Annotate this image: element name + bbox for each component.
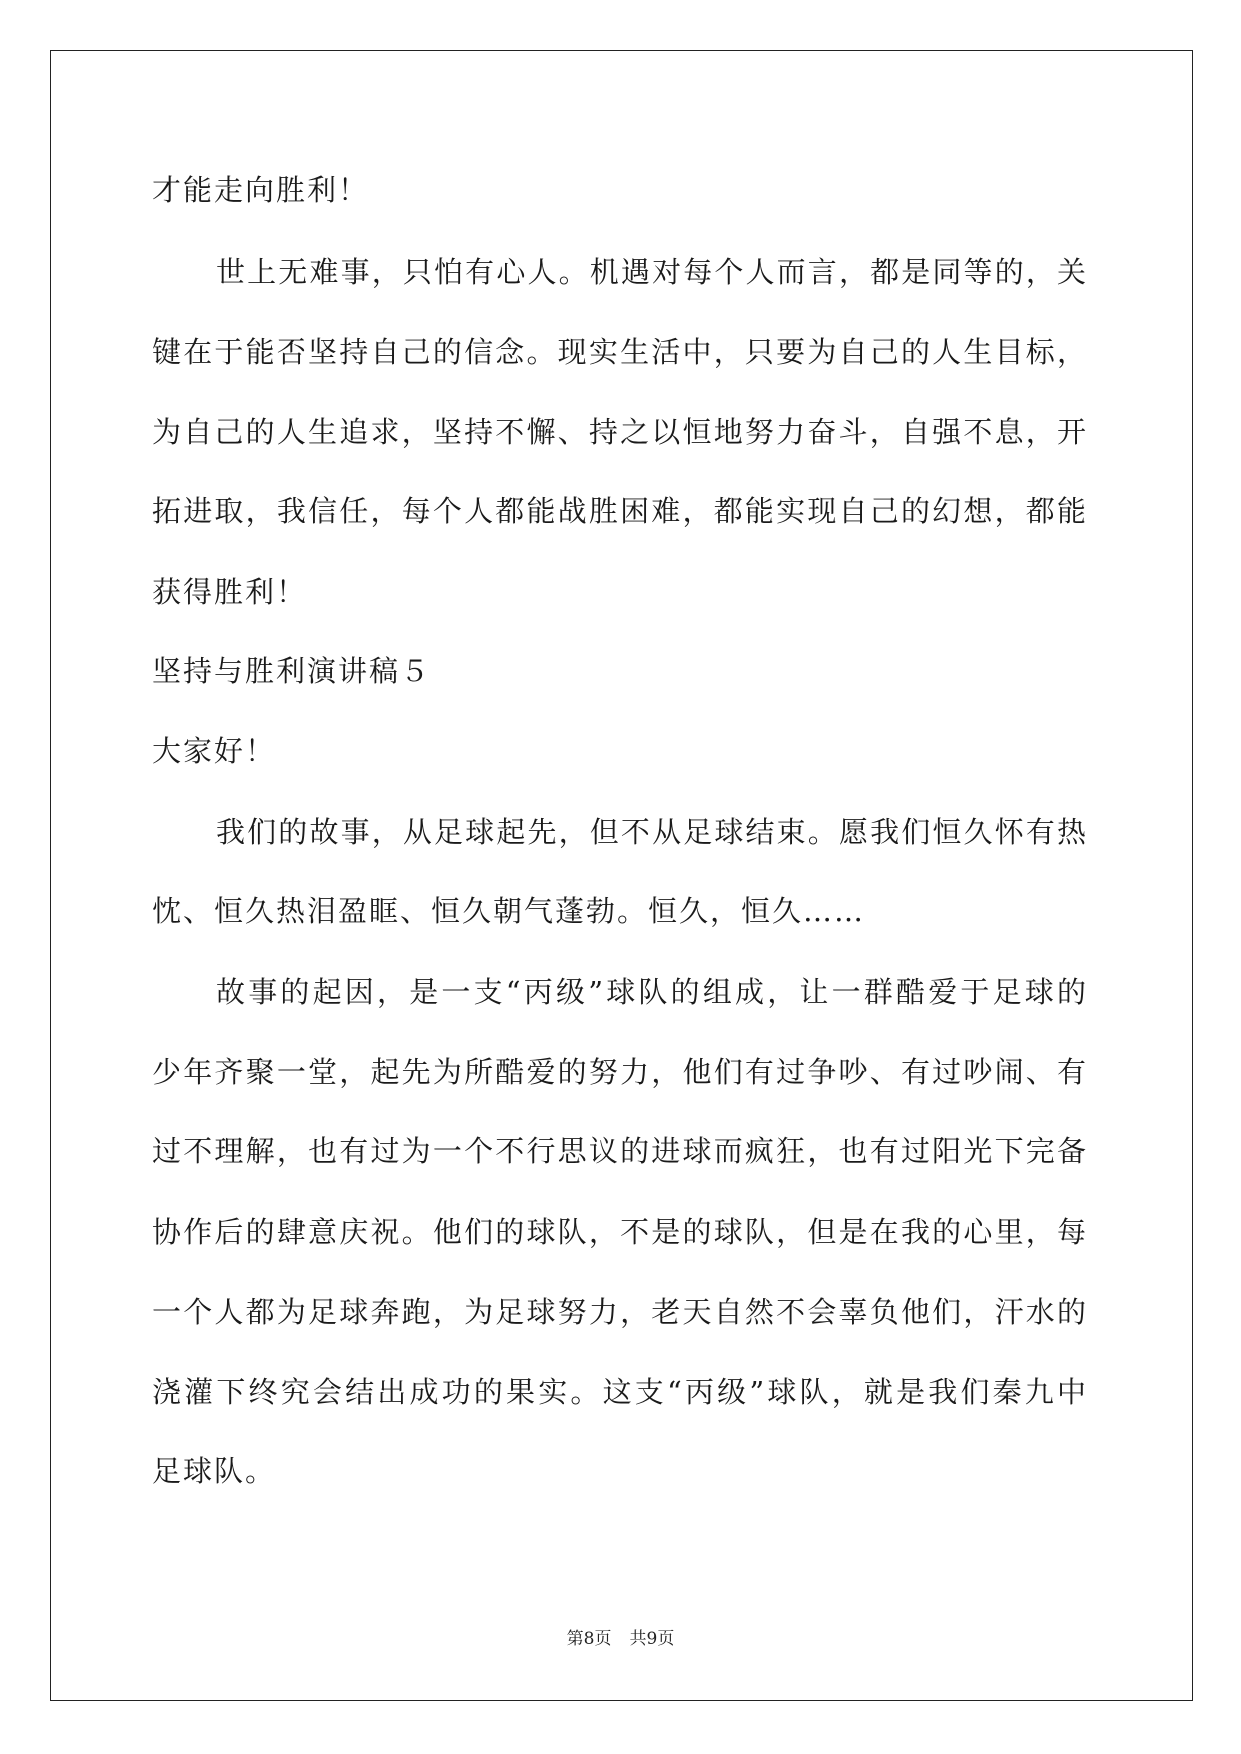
greeting-line: 大家好！	[152, 734, 277, 768]
paragraph-line: 足球队。	[152, 1454, 277, 1488]
paragraph-line: 浇灌下终究会结出成功的果实。这支“丙级”球队，就是我们秦九中	[152, 1375, 1086, 1409]
page-footer	[0, 1624, 1241, 1649]
paragraph-line: 协作后的肆意庆祝。他们的球队，不是的球队，但是在我的心里，每	[152, 1215, 1086, 1249]
paragraph-line: 键在于能否坚持自己的信念。现实生活中，只要为自己的人生目标，	[152, 335, 1086, 369]
paragraph-line: 少年齐聚一堂，起先为所酷爱的努力，他们有过争吵、有过吵闹、有	[152, 1055, 1086, 1089]
paragraph-line: 一个人都为足球奔跑，为足球努力，老天自然不会辜负他们，汗水的	[152, 1295, 1086, 1329]
paragraph-line: 为自己的人生追求，坚持不懈、持之以恒地努力奋斗，自强不息，开	[152, 415, 1086, 449]
page-number: 第8页	[566, 1629, 612, 1649]
paragraph-line: 世上无难事，只怕有心人。机遇对每个人而言，都是同等的，关	[216, 255, 1086, 289]
paragraph-line: 我们的故事，从足球起先，但不从足球结束。愿我们恒久怀有热	[216, 815, 1086, 849]
paragraph-line: 故事的起因，是一支“丙级”球队的组成，让一群酷爱于足球的	[216, 975, 1086, 1009]
paragraph-line: 过不理解，也有过为一个不行思议的进球而疯狂，也有过阳光下完备	[152, 1134, 1086, 1168]
paragraph-line: 忱、恒久热泪盈眶、恒久朝气蓬勃。恒久，恒久……	[152, 894, 866, 928]
paragraph-line: 获得胜利！	[152, 575, 308, 609]
paragraph-line: 拓进取，我信任，每个人都能战胜困难，都能实现自己的幻想，都能	[152, 494, 1086, 528]
section-heading: 坚持与胜利演讲稿５	[152, 654, 432, 688]
paragraph-line: 才能走向胜利！	[152, 173, 370, 207]
page-total: 共9页	[629, 1629, 675, 1649]
